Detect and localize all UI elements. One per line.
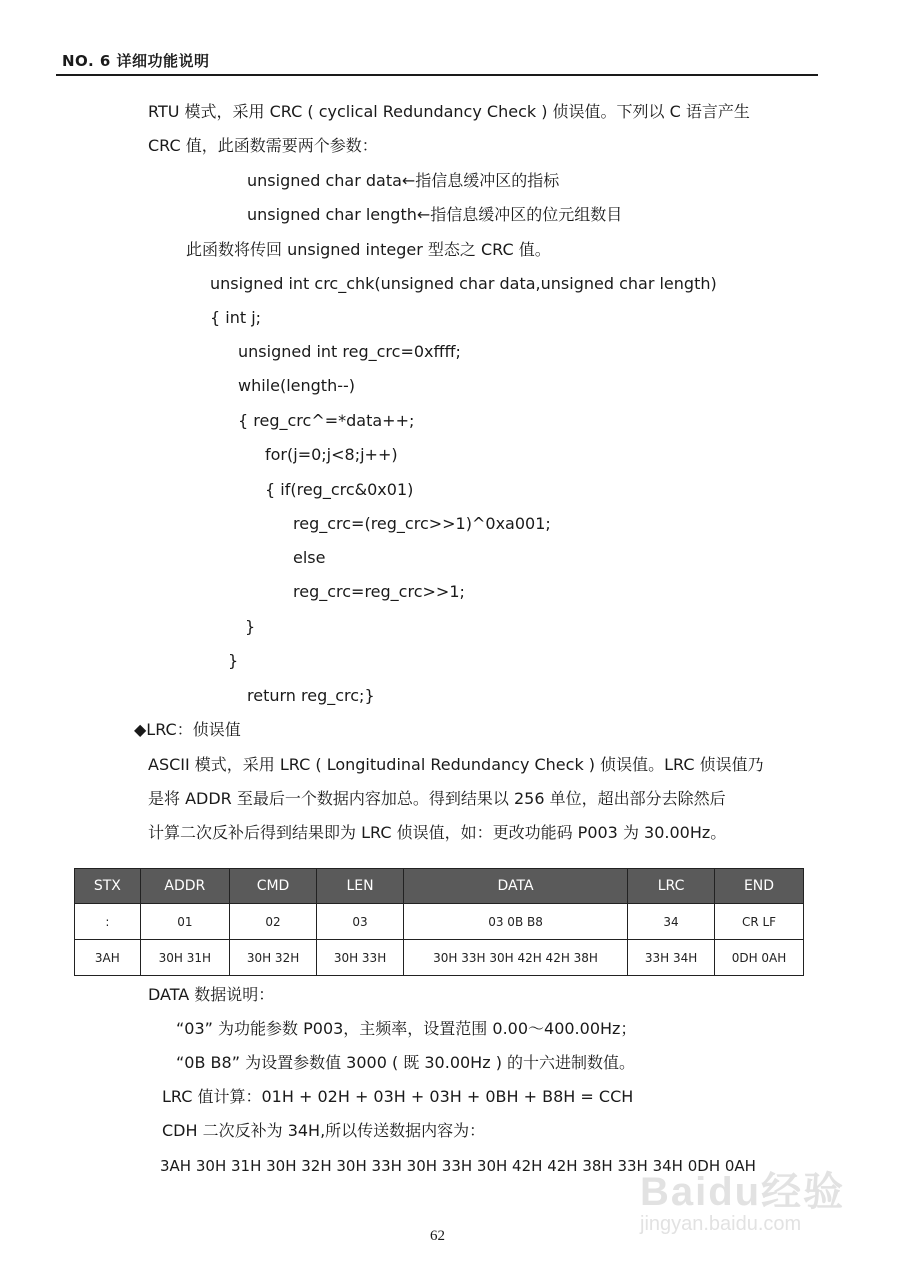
table-cell: 30H 31H (140, 940, 229, 976)
col-header: LEN (317, 869, 404, 904)
complement-note: CDH 二次反补为 34H,所以传送数据内容为： (162, 1121, 486, 1140)
lrc-calc: LRC 值计算：01H + 02H + 03H + 03H + 0BH + B8H = CCH (162, 1087, 634, 1106)
code-line: reg_crc=(reg_crc>>1)^0xa001; (293, 514, 551, 533)
table-cell: 30H 33H 30H 42H 42H 38H (403, 940, 627, 976)
lrc-para-line3: 计算二次反补后得到结果即为 LRC 侦误值，如：更改功能码 P003 为 30.00Hz。 (148, 823, 727, 842)
baidu-watermark (640, 1160, 845, 1236)
table-cell: 34 (628, 904, 715, 940)
code-line: else (293, 548, 326, 567)
code-line: { if(reg_crc&0x01) (265, 480, 414, 499)
param-length: unsigned char length←指信息缓冲区的位元组数目 (247, 205, 623, 224)
table-cell: 01 (140, 904, 229, 940)
header-rule (56, 74, 818, 76)
data-explain-item1: “03” 为功能参数 P003，主频率，设置范围 0.00～400.00Hz； (176, 1019, 637, 1038)
col-header: END (715, 869, 804, 904)
col-header: LRC (628, 869, 715, 904)
table-cell: 03 0B B8 (403, 904, 627, 940)
table-cell: 03 (317, 904, 404, 940)
lrc-para-line1: ASCII 模式，采用 LRC ( Longitudinal Redundancy Check ) 侦误值。LRC 侦误值乃 (148, 755, 764, 774)
chapter-header: NO. 6 详细功能说明 (62, 52, 210, 70)
data-explain-item2: “0B B8” 为设置参数值 3000 ( 既 30.00Hz ) 的十六进制数值。 (176, 1053, 636, 1072)
crc-intro-line2: CRC 值，此函数需要两个参数： (148, 136, 378, 155)
code-line: unsigned int crc_chk(unsigned char data,unsigned char length) (210, 274, 717, 293)
col-header: CMD (229, 869, 316, 904)
table-cell: 0DH 0AH (715, 940, 804, 976)
code-line: reg_crc=reg_crc>>1; (293, 582, 465, 601)
code-line: { int j; (210, 308, 262, 327)
code-line: return reg_crc;} (247, 686, 375, 705)
table-cell: 33H 34H (628, 940, 715, 976)
param-data: unsigned char data←指信息缓冲区的指标 (247, 171, 560, 190)
code-line: for(j=0;j<8;j++) (265, 445, 398, 464)
table-cell: 30H 33H (317, 940, 404, 976)
data-explain-heading: DATA 数据说明： (148, 985, 275, 1004)
transmit-sequence: 3AH 30H 31H 30H 32H 30H 33H 30H 33H 30H 42H 42H 38H 33H 34H 0DH 0AH (160, 1157, 756, 1175)
ascii-frame-table (74, 868, 804, 976)
col-header: DATA (403, 869, 627, 904)
code-line: } (245, 617, 256, 636)
table-row (75, 940, 804, 976)
code-line: unsigned int reg_crc=0xffff; (238, 342, 461, 361)
table-cell: 02 (229, 904, 316, 940)
code-line: while(length--) (238, 376, 355, 395)
table-row (75, 904, 804, 940)
table-cell: 3AH (75, 940, 141, 976)
page-number: 62 (430, 1228, 445, 1244)
col-header: ADDR (140, 869, 229, 904)
watermark-brand: Baidu经验 (640, 1170, 846, 1214)
code-line: { reg_crc^=*data++; (238, 411, 415, 430)
crc-intro-line1: RTU 模式，采用 CRC ( cyclical Redundancy Check ) 侦误值。下列以 C 语言产生 (148, 102, 750, 121)
table-header-row (75, 869, 804, 904)
lrc-para-line2: 是将 ADDR 至最后一个数据内容加总。得到结果以 256 单位，超出部分去除然后 (148, 789, 726, 808)
crc-returns: 此函数将传回 unsigned integer 型态之 CRC 值。 (186, 240, 551, 259)
code-line: } (228, 651, 239, 670)
col-header: STX (75, 869, 141, 904)
table-cell: 30H 32H (229, 940, 316, 976)
lrc-heading: ◆LRC：侦误值 (134, 720, 241, 739)
table-cell: : (75, 904, 141, 940)
watermark-url: jingyan.baidu.com (640, 1213, 802, 1235)
table-cell: CR LF (715, 904, 804, 940)
